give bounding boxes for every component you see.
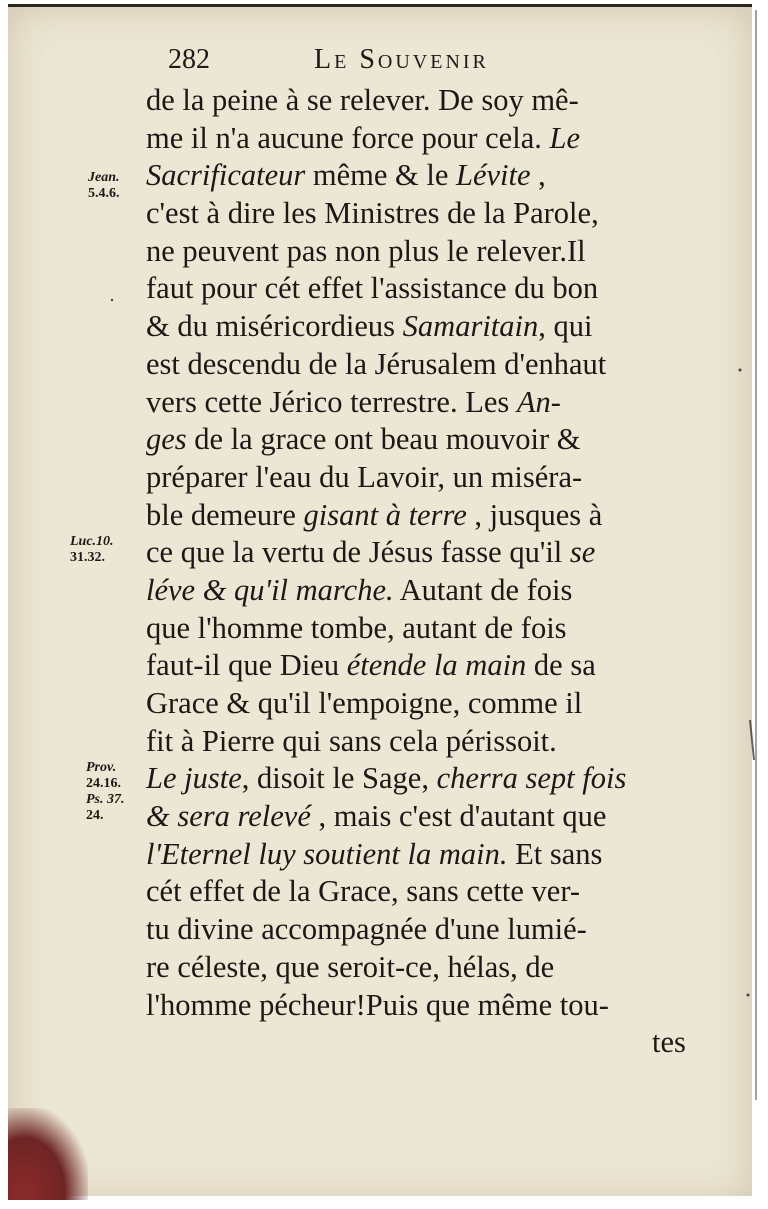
text-run: est descendu de la Jérusalem d'enhaut xyxy=(146,346,607,381)
italic-run: Sacrificateur xyxy=(146,158,306,193)
margin-note-line: Prov. xyxy=(86,760,117,775)
margin-note-line: 5.4.6. xyxy=(88,186,120,201)
text-run: , disoit le Sage, xyxy=(241,761,437,796)
text-line xyxy=(146,647,706,685)
text-run: re céleste, que seroit-ce, hélas, de xyxy=(146,949,555,984)
text-run: ne peuvent pas non plus le relever.Il xyxy=(146,233,586,268)
text-run: , xyxy=(530,158,546,193)
text-run: , jusques à xyxy=(466,497,603,532)
text-run: de la peine à se relever. De soy mê- xyxy=(146,83,579,117)
italic-run: léve & qu'il marche. xyxy=(146,572,394,607)
margin-note-line: Luc.10. xyxy=(70,534,114,549)
text-run: même & le xyxy=(305,158,457,193)
text-line xyxy=(146,987,706,1025)
italic-run: l'Eternel luy soutient la main. xyxy=(146,836,508,871)
margin-note-prov xyxy=(86,760,125,824)
text-line xyxy=(146,270,706,308)
margin-note-luc xyxy=(70,534,114,566)
text-run: c'est à dire les Ministres de la Parole, xyxy=(146,196,599,231)
text-line xyxy=(146,82,706,120)
margin-note-line: 31.32. xyxy=(70,550,105,565)
text-run: que l'homme tombe, autant de fois xyxy=(146,610,567,645)
body-text xyxy=(146,82,706,1062)
italic-run: Lévite xyxy=(456,158,531,193)
italic-run: Samaritain xyxy=(402,309,539,344)
text-run: de sa xyxy=(526,648,596,683)
text-line xyxy=(146,459,706,497)
text-line xyxy=(146,873,706,911)
text-run: cét effet de la Grace, sans cette ver- xyxy=(146,874,581,909)
text-run: & du miséricordieus xyxy=(146,309,403,344)
text-line xyxy=(146,949,706,987)
text-run: Grace & qu'il l'empoigne, comme il xyxy=(146,686,583,720)
background-right xyxy=(752,4,768,1200)
text-line xyxy=(146,120,706,158)
text-run: fit à Pierre qui sans cela périssoit. xyxy=(146,723,557,758)
text-line xyxy=(146,685,706,723)
text-run: , qui xyxy=(538,309,593,344)
text-line xyxy=(146,798,706,836)
italic-run: ges xyxy=(146,422,187,457)
text-run: tu divine accompagnée d'une lumié- xyxy=(146,912,587,947)
italic-run: An- xyxy=(516,384,561,419)
text-line xyxy=(146,233,706,271)
text-run: faut pour cét effet l'assistance du bon xyxy=(146,271,599,306)
text-line xyxy=(146,1024,706,1062)
margin-note-line: 24.16. xyxy=(86,776,121,791)
text-run: , mais c'est d'autant que xyxy=(310,799,607,834)
text-line xyxy=(146,836,706,874)
text-line xyxy=(146,760,706,798)
text-line xyxy=(146,346,706,384)
text-run: l'homme pécheur!Puis que même tou- xyxy=(146,987,609,1022)
text-line xyxy=(146,157,706,195)
page-header xyxy=(168,44,688,80)
italic-run: étende la main xyxy=(346,648,527,683)
text-line xyxy=(146,572,706,610)
margin-note-line: Jean. xyxy=(88,170,120,185)
text-run: tes xyxy=(652,1025,686,1060)
text-run: préparer l'eau du Lavoir, un miséra- xyxy=(146,459,583,494)
text-run: vers cette Jérico terrestre. Les xyxy=(146,384,517,419)
text-run: faut-il que Dieu xyxy=(146,648,347,683)
page-number: 282 xyxy=(168,44,210,75)
text-line xyxy=(146,534,706,572)
text-run: ble demeure xyxy=(146,497,304,532)
text-line xyxy=(146,610,706,648)
margin-note-line: 24. xyxy=(86,808,104,823)
text-line xyxy=(146,911,706,949)
text-line xyxy=(146,195,706,233)
text-run: me il n'a aucune force pour cela. xyxy=(146,120,550,155)
italic-run: se xyxy=(569,535,596,570)
background-bottom xyxy=(8,1196,768,1209)
text-run: ce que la vertu de Jésus fasse qu'il xyxy=(146,535,570,570)
text-line xyxy=(146,308,706,346)
text-line xyxy=(146,723,706,761)
italic-run: cherra sept fois xyxy=(436,761,627,796)
italic-run: gisant à terre xyxy=(303,497,467,532)
italic-run: Le juste xyxy=(146,761,242,796)
text-run: de la grace ont beau mouvoir & xyxy=(186,422,581,457)
running-title: Le Souvenir xyxy=(314,44,489,75)
text-line xyxy=(146,384,706,422)
italic-run: Le xyxy=(549,120,580,155)
italic-run: & sera relevé xyxy=(146,799,311,834)
text-run: Autant de fois xyxy=(393,572,573,607)
text-line xyxy=(146,497,706,535)
margin-note-jean xyxy=(88,170,120,202)
text-run: Et sans xyxy=(507,836,603,871)
thumb-shadow xyxy=(8,1108,88,1200)
text-line xyxy=(146,421,706,459)
margin-note-line: Ps. 37. xyxy=(86,792,125,807)
